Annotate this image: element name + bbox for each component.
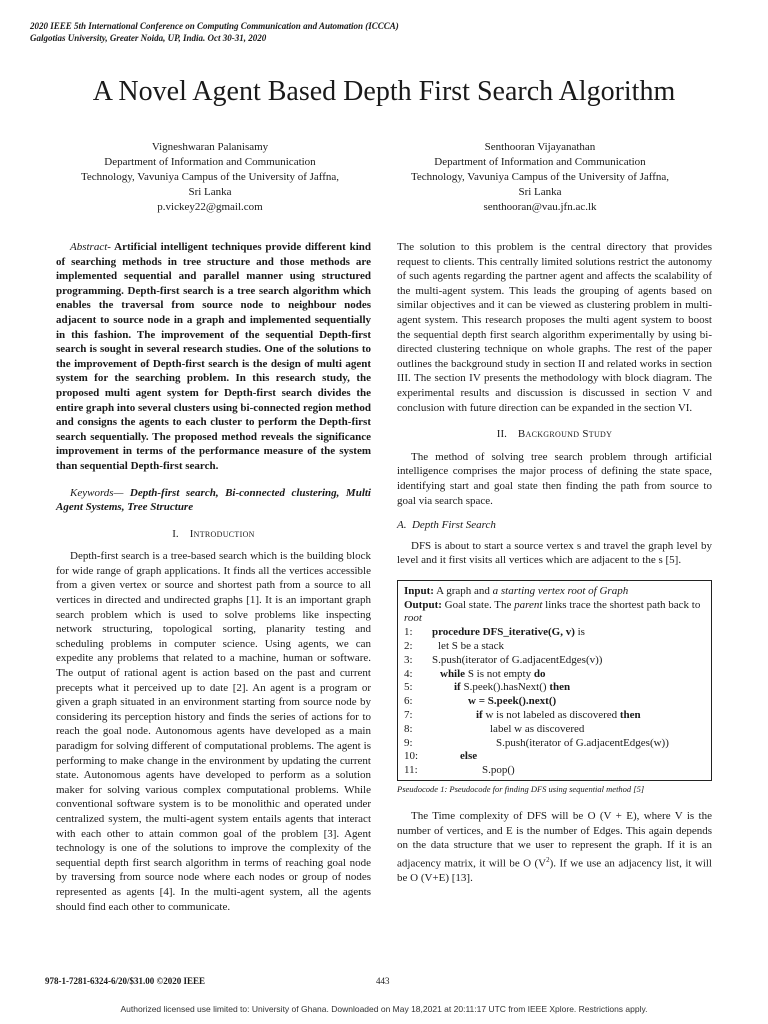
code-text: S.peek().hasNext() then bbox=[460, 681, 571, 694]
abstract bbox=[56, 240, 371, 474]
code-text: S is not empty do bbox=[465, 667, 546, 680]
license-notice: Authorized licensed use limited to: University of Ghana. Downloaded on May 18,2021 at 20:11:17 UTC from IEEE Xplore. Restrictions apply. bbox=[120, 1004, 648, 1014]
code-text: let S be a stack bbox=[438, 640, 504, 653]
pseudocode-line bbox=[404, 681, 705, 695]
pseudocode-line bbox=[404, 764, 705, 778]
pseudocode-lines bbox=[404, 626, 705, 778]
line-number: 3: bbox=[404, 653, 413, 666]
pseudocode-line bbox=[404, 640, 705, 654]
line-number: 11: bbox=[404, 764, 418, 777]
subsection-title: Depth First Search bbox=[411, 519, 496, 532]
code-keyword: do bbox=[533, 667, 546, 680]
pseudocode-line bbox=[404, 626, 705, 640]
line-code bbox=[432, 709, 641, 723]
algorithm-output bbox=[404, 599, 705, 627]
conference-line-1: 2020 IEEE 5th International Conference on Computing Communication and Automation (ICCCA) bbox=[30, 21, 399, 31]
conference-line-2: Galgotias University, Greater Noida, UP, India. Oct 30-31, 2020 bbox=[30, 33, 267, 43]
section-number: I. bbox=[172, 527, 179, 540]
line-number: 6: bbox=[404, 695, 413, 708]
line-number: 1: bbox=[404, 626, 413, 639]
pseudocode-box bbox=[397, 580, 712, 781]
complexity-paragraph bbox=[397, 809, 712, 886]
author-institution: Technology, Vavuniya Campus of the University of Jaffna, bbox=[80, 171, 340, 183]
code-keyword: w = S.peek().next() bbox=[468, 695, 557, 708]
author-department: Department of Information and Communication bbox=[104, 156, 316, 168]
code-text: is bbox=[574, 626, 585, 639]
right-column bbox=[397, 240, 712, 886]
code-keyword: then bbox=[619, 709, 641, 722]
code-keyword: else bbox=[460, 750, 478, 763]
keywords-text: Depth-first search, Bi-connected clustering, Multi Agent Systems, Tree Structure bbox=[56, 486, 371, 514]
code-keyword: then bbox=[549, 681, 571, 694]
subsection-label: A. bbox=[397, 519, 407, 532]
line-number: 4: bbox=[404, 667, 413, 680]
code-text: S.push(iterator of G.adjacentEdges(v)) bbox=[432, 653, 603, 666]
line-code bbox=[432, 737, 669, 751]
complexity-text: The Time complexity of DFS will be O (V + E), where V is the number of vertices, and E is the number of Edges. This again depends on the data structure that we user to represent the graph. If it is an adjacency matrix, it will be O (V bbox=[397, 810, 712, 870]
section-heading-introduction bbox=[56, 527, 371, 542]
page-number: 443 bbox=[376, 976, 390, 986]
author-department: Department of Information and Communication bbox=[434, 156, 646, 168]
input-italic-text: a starting vertex root of Graph bbox=[492, 584, 629, 597]
output-italic-text: root bbox=[404, 612, 422, 625]
input-text: A graph and bbox=[436, 584, 490, 597]
pseudocode-line bbox=[404, 709, 705, 723]
isbn-footer: 978-1-7281-6324-6/20/$31.00 ©2020 IEEE bbox=[45, 976, 205, 986]
code-keyword: while bbox=[440, 667, 466, 680]
line-code bbox=[432, 764, 515, 778]
superscript: 2 bbox=[546, 855, 550, 864]
line-code bbox=[432, 668, 545, 682]
input-label: Input: bbox=[404, 584, 434, 597]
code-keyword: procedure DFS_iterative(G, v) bbox=[432, 626, 575, 639]
paper-title: A Novel Agent Based Depth First Search Algorithm bbox=[92, 76, 676, 107]
author-email: p.vickey22@gmail.com bbox=[157, 201, 263, 213]
output-label: Output: bbox=[404, 598, 442, 611]
line-code bbox=[432, 723, 584, 737]
pseudocode-line bbox=[404, 750, 705, 764]
dfs-paragraph: DFS is about to start a source vertex s and travel the graph level by level and it first visits all vertices which are adjacent to the s [5]. bbox=[397, 539, 712, 567]
author-name: Vigneshwaran Palanisamy bbox=[151, 141, 269, 153]
pseudocode-line bbox=[404, 695, 705, 709]
introduction-continued-paragraph: The solution to this problem is the central directory that provides request to clients. This centrally limited solutions restrict the autonomy of such agents regarding the partner agent and affects the scalability of the multi-agent system. This leads the grouping of agents based on similar objectives and it can be viewed as clustering problem in multi-agent system. This research proposes the multi agent system to boost the sequential depth first search algorithm experimentally by using bi-directed clustering technique on whole graphs. The rest of the paper outlines the background study in section II and related works in section III. The section IV presents the methodology with block diagram. The experimental results and discussion is discussed in section V and conclusion with future direction can be expanded in the section VI. bbox=[397, 241, 712, 414]
introduction-paragraph: Depth-first search is a tree-based search which is the building block for wide range of graph applications. It finds all the vertices accessible from a given vertex or source and shortest path from a source to all vertices in directed and undirected graphs [1]. It is an important graph search problem which is used to solve problems like inspecting network structuring, topological sorting, planarity testing and scheduling problems in computer science. Using agents, we can expedite any problems that related to a machine, human or software. The output of rational agent is action based on the past and current precepts what it perceived up to date [2]. An agent is a program or given a graph situated in an environment starting from source node by considering its perception history and finds the series of actions for to reach the goal node. Autonomous agents have developed as a main paradigm for solving different of computational problems. The agent is performing to make change in the environment by updating the current state. Autonomous agents have developed to perform as a solution maker for solving various complex computational problems. While conventional software system is to be monolithic and operated under centralized system, the multi-agent system entails agents that interact with each other to attain common goal of the problem [3]. Agent technology is one of the solutions to improve the complexity of the sequential depth first search algorithm in terms of reaching goal node by traversing from source node where each nodes or group of nodes represented as agents [4]. In the multi-agent system, all the agents should find each other to communicate. bbox=[56, 550, 371, 913]
author-country: Sri Lanka bbox=[518, 186, 562, 198]
line-code bbox=[432, 640, 504, 654]
pseudocode-line bbox=[404, 654, 705, 668]
code-text: label w as discovered bbox=[490, 722, 585, 735]
line-number: 5: bbox=[404, 681, 413, 694]
keywords bbox=[56, 486, 371, 515]
keywords-label: Keywords— bbox=[70, 486, 124, 499]
abstract-label: Abstract- bbox=[70, 241, 111, 253]
line-code bbox=[432, 654, 602, 668]
author-block-1 bbox=[60, 140, 360, 215]
author-block-2 bbox=[390, 140, 690, 215]
pseudocode-caption: Pseudocode 1: Pseudocode for finding DFS using sequential method [5] bbox=[397, 784, 645, 795]
line-code bbox=[432, 750, 477, 764]
conference-header bbox=[30, 20, 399, 44]
left-column bbox=[56, 240, 371, 914]
output-italic-text: parent bbox=[514, 598, 543, 611]
author-name: Senthooran Vijayanathan bbox=[484, 141, 596, 153]
pseudocode-line bbox=[404, 723, 705, 737]
line-code bbox=[432, 695, 556, 709]
line-number: 7: bbox=[404, 709, 413, 722]
author-country: Sri Lanka bbox=[188, 186, 232, 198]
complexity-text: ). If we use an adjacency list, it will be O (V+E) [13]. bbox=[397, 857, 712, 885]
code-text: S.push(iterator of G.adjacentEdges(w)) bbox=[496, 736, 669, 749]
code-text: w is not labeled as discovered then bbox=[482, 709, 641, 722]
pseudocode-line bbox=[404, 668, 705, 682]
background-paragraph: The method of solving tree search problem through artificial intelligence comprises the major process of defining the state space, identifying start and goal state then finding the path from source to goal via search space. bbox=[397, 450, 712, 507]
output-text: Goal state. The bbox=[444, 598, 512, 611]
line-code bbox=[432, 681, 570, 695]
section-title: Introduction bbox=[189, 527, 255, 540]
code-keyword: if bbox=[476, 709, 483, 722]
output-text: links trace the shortest path back to bbox=[545, 598, 701, 611]
line-number: 8: bbox=[404, 722, 413, 735]
abstract-text: Artificial intelligent techniques provide different kind of searching methods in tree structure and those methods are implemented sequential and parallel manner using structured programming. Depth-first search is a tree search algorithm which enables the traversal from source node to neighbour nodes adjacent to source node in a graph and implemented sequentially in this fashion. The improvement of the sequential Depth-first search is sought in several research studies. One of the solutions to the improvement of Depth-first search is the design of multi agent system for the searching problem. In this research study, the proposed multi agent system for Depth-first search divides the entire graph into several clusters using bi-connected region method and consigns the agents to each cluster to perform the Depth-first search sequentially. The proposed method reveals the significance improvement in terms of the performance measure of the system than sequential Depth-first search. bbox=[56, 241, 371, 472]
line-number: 9: bbox=[404, 736, 413, 749]
line-code bbox=[432, 626, 585, 640]
pseudocode-line bbox=[404, 737, 705, 751]
author-email: senthooran@vau.jfn.ac.lk bbox=[483, 201, 597, 213]
algorithm-input bbox=[404, 585, 705, 599]
line-number: 10: bbox=[404, 750, 419, 763]
author-institution: Technology, Vavuniya Campus of the University of Jaffna, bbox=[410, 171, 670, 183]
line-number: 2: bbox=[404, 640, 413, 653]
section-number: II. bbox=[496, 428, 507, 441]
section-title: Background Study bbox=[517, 428, 613, 441]
code-text: S.pop() bbox=[482, 764, 515, 777]
subsection-heading-dfs bbox=[397, 518, 712, 533]
code-keyword: if bbox=[454, 681, 461, 694]
section-heading-background bbox=[397, 427, 712, 442]
